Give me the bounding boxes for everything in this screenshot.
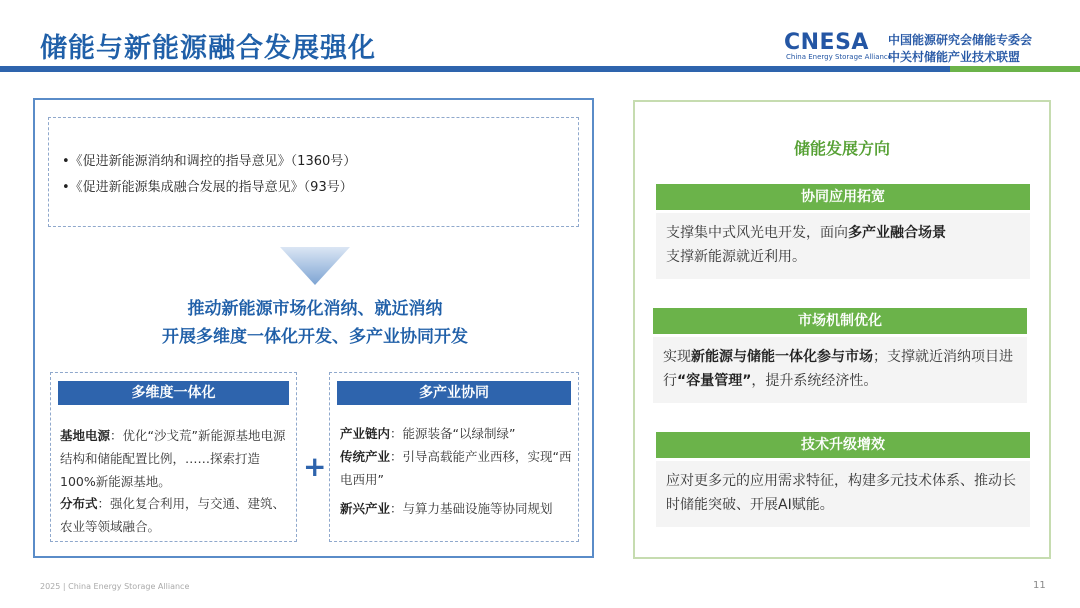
- policy-doc-item: •《促进新能源集成融合发展的指导意见》（93号）: [62, 180, 353, 195]
- lead-line-1: 推动新能源市场化消纳、就近消纳: [187, 299, 443, 319]
- section-text: 支撑新能源就近利用。: [666, 249, 806, 265]
- integration-paragraph-1: [60, 424, 290, 493]
- org-name-1: 中国能源研究会储能专委会: [888, 33, 1033, 47]
- section-text: ；支撑就近消纳项目进行: [663, 349, 1013, 389]
- synergy-row-3: [340, 497, 575, 520]
- row-text: ：与算力基础设施等协同规划: [390, 501, 553, 516]
- row-label: 传统产业: [340, 449, 391, 464]
- section-body-market: [653, 337, 1027, 403]
- header-divider-accent: [950, 66, 1080, 72]
- section-emphasis: 新能源与储能一体化参与市场: [691, 349, 873, 365]
- footer-text: 2025 | China Energy Storage Alliance: [40, 582, 190, 591]
- policy-doc-item: •《促进新能源消纳和调控的指导意见》（1360号）: [62, 154, 357, 169]
- row-text: ：能源装备“以绿制绿”: [390, 426, 516, 441]
- row-label: 产业链内: [340, 426, 391, 441]
- page-title: 储能与新能源融合发展强化: [40, 33, 376, 64]
- row-label: 新兴产业: [340, 501, 391, 516]
- section-emphasis: 多产业融合场景: [848, 225, 946, 241]
- lead-line-2: 开展多维度一体化开发、多产业协同开发: [162, 327, 468, 347]
- paragraph-text: ：强化复合利用，与交通、建筑、农业等领域融合。: [60, 496, 286, 534]
- section-head-market: 市场机制优化: [653, 308, 1027, 334]
- section-text: 支撑集中式风光电开发，面向: [666, 225, 848, 241]
- section-emphasis: “容量管理”: [677, 373, 752, 389]
- integration-box-title: 多维度一体化: [58, 381, 289, 405]
- section-head-synergy: 协同应用拓宽: [656, 184, 1030, 210]
- plus-icon: +: [303, 450, 327, 483]
- right-panel-title: 储能发展方向: [793, 139, 890, 158]
- page-number: 11: [1033, 580, 1046, 591]
- integration-paragraph-2: [60, 492, 290, 538]
- synergy-row-2: [340, 445, 575, 491]
- paragraph-label: 分布式: [60, 496, 98, 511]
- section-text: 应对更多元的应用需求特征，构建多元技术体系、推动长时储能突破、开展AI赋能。: [666, 473, 1016, 513]
- synergy-box-title: 多产业协同: [337, 381, 571, 405]
- paragraph-text: ：优化“沙戈荒”新能源基地电源结构和储能配置比例，……探索打造100%新能源基地。: [60, 428, 286, 489]
- logo-subtitle: China Energy Storage Alliance: [786, 53, 893, 61]
- section-text: 实现: [663, 349, 691, 365]
- header-divider: [0, 66, 1080, 72]
- policy-docs-box: [48, 117, 579, 227]
- section-text: ，提升系统经济性。: [751, 373, 878, 389]
- logo: CNESA: [784, 30, 869, 55]
- section-head-tech: 技术升级增效: [656, 432, 1030, 458]
- synergy-row-1: [340, 422, 575, 445]
- down-arrow-icon: [280, 247, 350, 285]
- org-name-2: 中关村储能产业技术联盟: [888, 50, 1021, 64]
- row-text: ：引导高载能产业西移，实现“西电西用”: [340, 449, 572, 487]
- paragraph-label: 基地电源: [60, 428, 111, 443]
- section-body-synergy: [656, 213, 1030, 279]
- section-body-tech: [656, 461, 1030, 527]
